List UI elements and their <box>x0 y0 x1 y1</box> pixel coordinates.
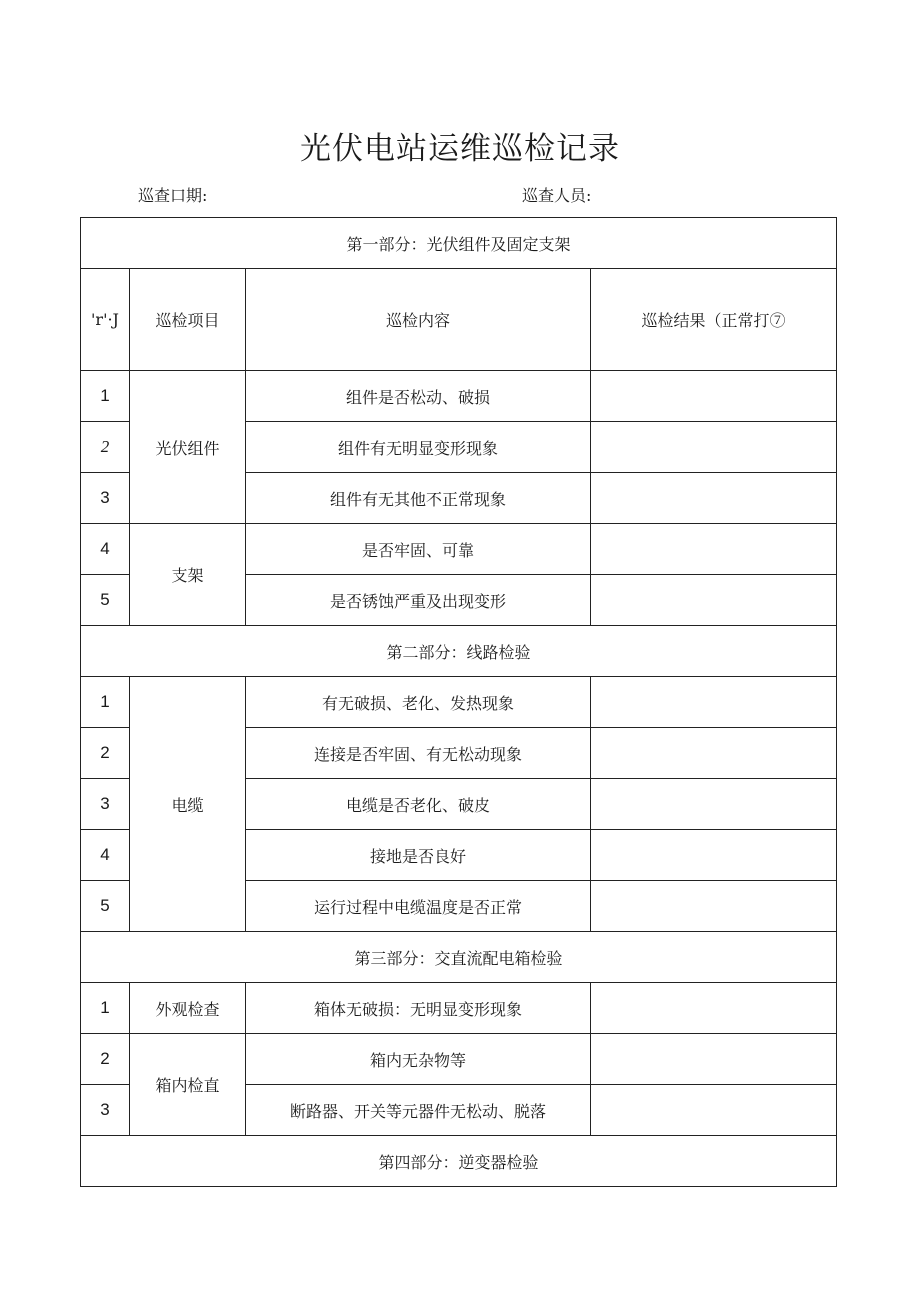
table-row <box>81 524 837 575</box>
table-row <box>81 677 837 728</box>
row-number: 5 <box>81 881 130 932</box>
section-title: 第二部分：线路检验 <box>81 626 837 677</box>
header-result: 巡检结果（正常打⑦ <box>591 269 837 371</box>
result-cell[interactable] <box>591 575 837 626</box>
content-cell: 是否锈蚀严重及出现变形 <box>246 575 591 626</box>
table-row <box>81 983 837 1034</box>
row-number: 1 <box>81 677 130 728</box>
table-row <box>81 371 837 422</box>
row-number: 5 <box>81 575 130 626</box>
row-number: 2 <box>81 728 130 779</box>
result-cell[interactable] <box>591 1085 837 1136</box>
header-item: 巡检项目 <box>130 269 246 371</box>
content-cell: 箱内无杂物等 <box>246 1034 591 1085</box>
result-cell[interactable] <box>591 779 837 830</box>
content-cell: 运行过程中电缆温度是否正常 <box>246 881 591 932</box>
inspection-date-label: 巡查口期: <box>138 186 208 205</box>
result-cell[interactable] <box>591 881 837 932</box>
header-index: 'r'·J <box>81 269 130 371</box>
inspector-label: 巡查人员: <box>522 186 592 205</box>
result-cell[interactable] <box>591 728 837 779</box>
row-number: 4 <box>81 524 130 575</box>
row-number: 3 <box>81 1085 130 1136</box>
row-number: 4 <box>81 830 130 881</box>
content-cell: 组件是否松动、破损 <box>246 371 591 422</box>
content-cell: 接地是否良好 <box>246 830 591 881</box>
item-cell: 外观检查 <box>130 983 246 1034</box>
content-cell: 是否牢固、可靠 <box>246 524 591 575</box>
section-title: 第三部分：交直流配电箱检验 <box>81 932 837 983</box>
row-number: 2 <box>81 1034 130 1085</box>
result-cell[interactable] <box>591 524 837 575</box>
item-cell: 光伏组件 <box>130 371 246 524</box>
row-number: 3 <box>81 779 130 830</box>
item-cell: 支架 <box>130 524 246 626</box>
row-number: 1 <box>81 371 130 422</box>
content-cell: 连接是否牢固、有无松动现象 <box>246 728 591 779</box>
row-number: 3 <box>81 473 130 524</box>
row-number: 1 <box>81 983 130 1034</box>
result-cell[interactable] <box>591 371 837 422</box>
content-cell: 组件有无其他不正常现象 <box>246 473 591 524</box>
table-row <box>81 1034 837 1085</box>
content-cell: 箱体无破损：无明显变形现象 <box>246 983 591 1034</box>
item-cell: 电缆 <box>130 677 246 932</box>
section-title: 第四部分：逆变器检验 <box>81 1136 837 1187</box>
inspection-table <box>80 217 837 1187</box>
result-cell[interactable] <box>591 422 837 473</box>
result-cell[interactable] <box>591 473 837 524</box>
result-cell[interactable] <box>591 677 837 728</box>
content-cell: 断路器、开关等元器件无松动、脱落 <box>246 1085 591 1136</box>
header-content: 巡检内容 <box>246 269 591 371</box>
page-title: 光伏电站运维巡检记录 <box>300 131 620 167</box>
row-number: 2 <box>81 422 130 473</box>
result-cell[interactable] <box>591 983 837 1034</box>
result-cell[interactable] <box>591 1034 837 1085</box>
content-cell: 有无破损、老化、发热现象 <box>246 677 591 728</box>
item-cell: 箱内检直 <box>130 1034 246 1136</box>
content-cell: 组件有无明显变形现象 <box>246 422 591 473</box>
content-cell: 电缆是否老化、破皮 <box>246 779 591 830</box>
section-title: 第一部分：光伏组件及固定支架 <box>81 218 837 269</box>
result-cell[interactable] <box>591 830 837 881</box>
